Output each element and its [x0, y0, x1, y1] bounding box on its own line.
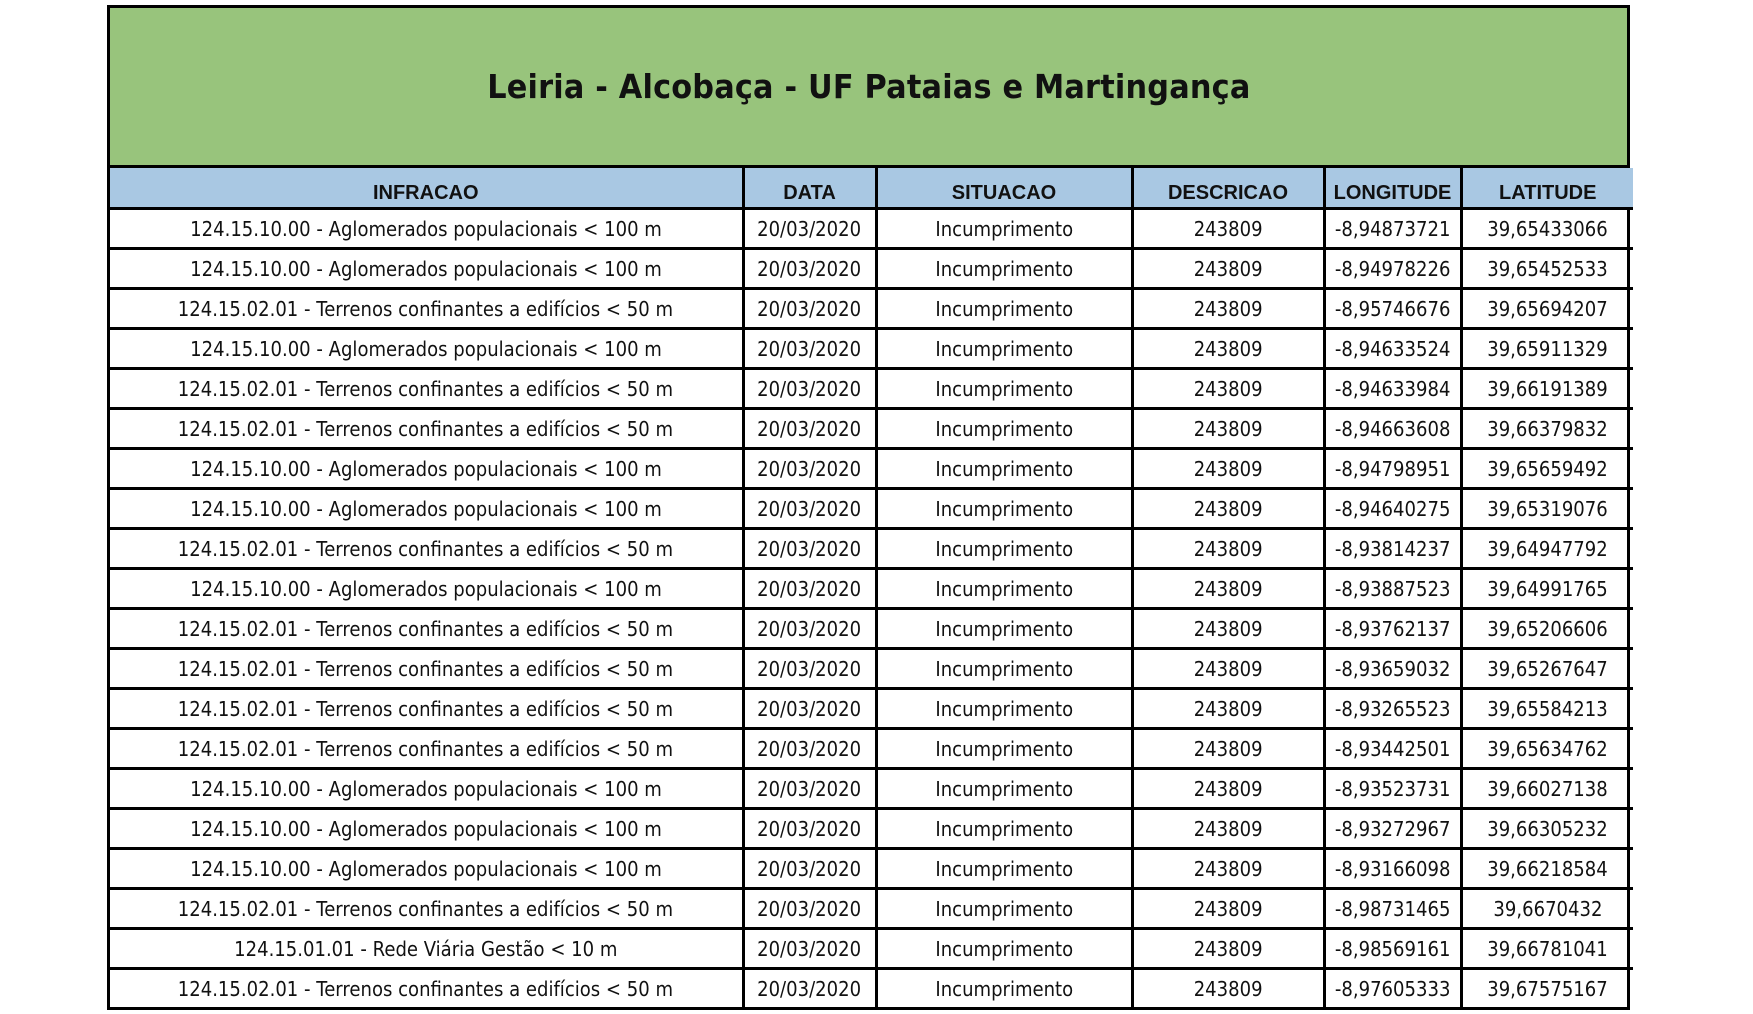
cell-infracao — [110, 329, 743, 369]
cell-longitude-text: -8,94873721 — [1334, 216, 1451, 241]
column-header-infracao: INFRACAO — [110, 168, 743, 209]
cell-descricao-text: 243809 — [1193, 216, 1263, 241]
cell-descricao-text: 243809 — [1193, 976, 1263, 1001]
cell-situacao-text: Incumprimento — [935, 496, 1073, 521]
column-header-latitude: LATITUDE — [1461, 168, 1633, 209]
table-row — [110, 409, 1633, 449]
cell-data — [743, 689, 876, 729]
cell-infracao-text: 124.15.02.01 - Terrenos confinantes a edifícios < 50 m — [178, 296, 674, 321]
cell-situacao-text: Incumprimento — [935, 576, 1073, 601]
cell-situacao-text: Incumprimento — [935, 256, 1073, 281]
cell-longitude-text: -8,94978226 — [1334, 256, 1451, 281]
cell-infracao — [110, 649, 743, 689]
cell-descricao-text: 243809 — [1193, 896, 1263, 921]
cell-latitude — [1461, 329, 1633, 369]
cell-situacao — [876, 609, 1132, 649]
spreadsheet — [107, 5, 1630, 1010]
cell-latitude — [1461, 609, 1633, 649]
cell-descricao-text: 243809 — [1193, 256, 1263, 281]
cell-data-text: 20/03/2020 — [757, 936, 862, 961]
cell-infracao — [110, 529, 743, 569]
cell-longitude-text: -8,93887523 — [1334, 576, 1451, 601]
cell-longitude — [1324, 569, 1461, 609]
cell-descricao — [1132, 809, 1324, 849]
cell-data — [743, 329, 876, 369]
cell-latitude — [1461, 529, 1633, 569]
cell-situacao-text: Incumprimento — [935, 216, 1073, 241]
cell-latitude — [1461, 489, 1633, 529]
column-header-longitude: LONGITUDE — [1324, 168, 1461, 209]
cell-data-text: 20/03/2020 — [757, 656, 862, 681]
table-row — [110, 369, 1633, 409]
cell-longitude-text: -8,98569161 — [1334, 936, 1451, 961]
cell-situacao — [876, 529, 1132, 569]
cell-situacao-text: Incumprimento — [935, 856, 1073, 881]
cell-situacao — [876, 809, 1132, 849]
table-row — [110, 609, 1633, 649]
cell-latitude — [1461, 369, 1633, 409]
cell-data-text: 20/03/2020 — [757, 336, 862, 361]
cell-data-text: 20/03/2020 — [757, 576, 862, 601]
cell-situacao — [876, 569, 1132, 609]
cell-infracao — [110, 409, 743, 449]
cell-data — [743, 209, 876, 249]
cell-descricao — [1132, 569, 1324, 609]
cell-latitude-text: 39,6670432 — [1493, 896, 1603, 921]
cell-latitude-text: 39,65452533 — [1487, 256, 1609, 281]
cell-latitude — [1461, 689, 1633, 729]
cell-infracao-text: 124.15.02.01 - Terrenos confinantes a edifícios < 50 m — [178, 376, 674, 401]
cell-longitude-text: -8,98731465 — [1334, 896, 1451, 921]
cell-infracao — [110, 729, 743, 769]
cell-descricao — [1132, 729, 1324, 769]
cell-longitude-text: -8,93659032 — [1334, 656, 1451, 681]
cell-longitude-text: -8,93523731 — [1334, 776, 1451, 801]
cell-descricao — [1132, 529, 1324, 569]
cell-latitude-text: 39,66379832 — [1487, 416, 1609, 441]
cell-situacao-text: Incumprimento — [935, 336, 1073, 361]
cell-data — [743, 529, 876, 569]
cell-latitude — [1461, 569, 1633, 609]
cell-latitude-text: 39,66781041 — [1487, 936, 1609, 961]
table-row — [110, 449, 1633, 489]
cell-data — [743, 449, 876, 489]
cell-data — [743, 649, 876, 689]
cell-data-text: 20/03/2020 — [757, 376, 862, 401]
cell-descricao-text: 243809 — [1193, 296, 1263, 321]
cell-infracao — [110, 449, 743, 489]
cell-data — [743, 409, 876, 449]
cell-longitude-text: -8,93762137 — [1334, 616, 1451, 641]
cell-latitude — [1461, 889, 1633, 929]
cell-data-text: 20/03/2020 — [757, 816, 862, 841]
cell-situacao-text: Incumprimento — [935, 896, 1073, 921]
cell-latitude-text: 39,65433066 — [1487, 216, 1609, 241]
cell-descricao-text: 243809 — [1193, 416, 1263, 441]
cell-data-text: 20/03/2020 — [757, 976, 862, 1001]
cell-descricao-text: 243809 — [1193, 336, 1263, 361]
cell-infracao — [110, 489, 743, 529]
cell-descricao — [1132, 249, 1324, 289]
cell-infracao-text: 124.15.10.00 - Aglomerados populacionais < 100 m — [189, 256, 662, 281]
cell-data — [743, 929, 876, 969]
table-row — [110, 489, 1633, 529]
cell-infracao-text: 124.15.02.01 - Terrenos confinantes a edifícios < 50 m — [178, 736, 674, 761]
cell-latitude-text: 39,64991765 — [1487, 576, 1609, 601]
cell-situacao-text: Incumprimento — [935, 536, 1073, 561]
cell-latitude — [1461, 209, 1633, 249]
cell-longitude — [1324, 809, 1461, 849]
cell-latitude-text: 39,66218584 — [1487, 856, 1609, 881]
cell-descricao-text: 243809 — [1193, 736, 1263, 761]
cell-descricao — [1132, 209, 1324, 249]
table-row — [110, 849, 1633, 889]
cell-situacao-text: Incumprimento — [935, 816, 1073, 841]
table-row — [110, 689, 1633, 729]
cell-latitude — [1461, 649, 1633, 689]
cell-latitude — [1461, 809, 1633, 849]
cell-infracao — [110, 209, 743, 249]
cell-infracao-text: 124.15.10.00 - Aglomerados populacionais < 100 m — [189, 456, 662, 481]
cell-latitude — [1461, 289, 1633, 329]
cell-latitude-text: 39,66305232 — [1487, 816, 1609, 841]
cell-situacao — [876, 889, 1132, 929]
cell-data — [743, 249, 876, 289]
table-row — [110, 809, 1633, 849]
cell-longitude — [1324, 449, 1461, 489]
cell-situacao-text: Incumprimento — [935, 376, 1073, 401]
cell-data — [743, 289, 876, 329]
column-header-data: DATA — [743, 168, 876, 209]
cell-infracao-text: 124.15.02.01 - Terrenos confinantes a edifícios < 50 m — [178, 896, 674, 921]
cell-descricao — [1132, 289, 1324, 329]
cell-longitude — [1324, 729, 1461, 769]
cell-longitude — [1324, 289, 1461, 329]
cell-situacao — [876, 849, 1132, 889]
cell-situacao — [876, 689, 1132, 729]
cell-infracao-text: 124.15.10.00 - Aglomerados populacionais < 100 m — [189, 576, 662, 601]
cell-infracao — [110, 969, 743, 1008]
table-row — [110, 329, 1633, 369]
cell-descricao-text: 243809 — [1193, 496, 1263, 521]
cell-descricao-text: 243809 — [1193, 576, 1263, 601]
cell-latitude — [1461, 449, 1633, 489]
cell-longitude — [1324, 769, 1461, 809]
table-row — [110, 249, 1633, 289]
table-row — [110, 889, 1633, 929]
cell-latitude-text: 39,65659492 — [1487, 456, 1609, 481]
cell-descricao — [1132, 689, 1324, 729]
cell-descricao — [1132, 409, 1324, 449]
cell-data-text: 20/03/2020 — [757, 256, 862, 281]
cell-descricao-text: 243809 — [1193, 776, 1263, 801]
cell-descricao — [1132, 969, 1324, 1008]
column-header-descricao: DESCRICAO — [1132, 168, 1324, 209]
cell-longitude — [1324, 969, 1461, 1008]
cell-data — [743, 489, 876, 529]
table-row — [110, 529, 1633, 569]
cell-infracao-text: 124.15.10.00 - Aglomerados populacionais < 100 m — [189, 856, 662, 881]
cell-data-text: 20/03/2020 — [757, 216, 862, 241]
cell-infracao — [110, 289, 743, 329]
cell-descricao-text: 243809 — [1193, 696, 1263, 721]
cell-situacao — [876, 929, 1132, 969]
cell-longitude — [1324, 249, 1461, 289]
cell-latitude-text: 39,65584213 — [1487, 696, 1609, 721]
cell-infracao — [110, 569, 743, 609]
cell-longitude-text: -8,93265523 — [1334, 696, 1451, 721]
cell-situacao — [876, 409, 1132, 449]
cell-infracao — [110, 369, 743, 409]
cell-situacao-text: Incumprimento — [935, 696, 1073, 721]
cell-descricao-text: 243809 — [1193, 536, 1263, 561]
cell-descricao — [1132, 449, 1324, 489]
cell-situacao-text: Incumprimento — [935, 656, 1073, 681]
cell-latitude-text: 39,65634762 — [1487, 736, 1609, 761]
cell-infracao — [110, 889, 743, 929]
cell-situacao — [876, 769, 1132, 809]
cell-descricao — [1132, 609, 1324, 649]
cell-situacao — [876, 369, 1132, 409]
cell-longitude — [1324, 929, 1461, 969]
cell-infracao — [110, 929, 743, 969]
cell-situacao — [876, 249, 1132, 289]
cell-longitude-text: -8,93442501 — [1334, 736, 1451, 761]
cell-descricao — [1132, 369, 1324, 409]
table-row — [110, 769, 1633, 809]
cell-latitude-text: 39,67575167 — [1487, 976, 1609, 1001]
cell-infracao-text: 124.15.02.01 - Terrenos confinantes a edifícios < 50 m — [178, 536, 674, 561]
cell-situacao — [876, 649, 1132, 689]
cell-infracao — [110, 249, 743, 289]
table-row — [110, 649, 1633, 689]
cell-descricao — [1132, 849, 1324, 889]
cell-infracao-text: 124.15.10.00 - Aglomerados populacionais < 100 m — [189, 336, 662, 361]
cell-longitude — [1324, 649, 1461, 689]
cell-situacao-text: Incumprimento — [935, 416, 1073, 441]
cell-latitude-text: 39,65206606 — [1487, 616, 1609, 641]
cell-latitude-text: 39,66027138 — [1487, 776, 1609, 801]
cell-longitude — [1324, 369, 1461, 409]
table-row — [110, 729, 1633, 769]
cell-descricao — [1132, 489, 1324, 529]
cell-descricao-text: 243809 — [1193, 856, 1263, 881]
cell-data — [743, 369, 876, 409]
cell-longitude — [1324, 609, 1461, 649]
cell-situacao — [876, 449, 1132, 489]
cell-data — [743, 609, 876, 649]
cell-latitude-text: 39,65911329 — [1487, 336, 1609, 361]
cell-situacao-text: Incumprimento — [935, 776, 1073, 801]
cell-descricao-text: 243809 — [1193, 376, 1263, 401]
cell-infracao-text: 124.15.10.00 - Aglomerados populacionais < 100 m — [189, 496, 662, 521]
cell-longitude — [1324, 849, 1461, 889]
cell-latitude-text: 39,64947792 — [1487, 536, 1609, 561]
cell-longitude — [1324, 329, 1461, 369]
cell-descricao-text: 243809 — [1193, 616, 1263, 641]
cell-descricao-text: 243809 — [1193, 456, 1263, 481]
cell-latitude-text: 39,65267647 — [1487, 656, 1609, 681]
column-header-situacao: SITUACAO — [876, 168, 1132, 209]
cell-longitude-text: -8,95746676 — [1334, 296, 1451, 321]
cell-infracao-text: 124.15.02.01 - Terrenos confinantes a edifícios < 50 m — [178, 696, 674, 721]
cell-data-text: 20/03/2020 — [757, 896, 862, 921]
cell-latitude — [1461, 729, 1633, 769]
cell-situacao-text: Incumprimento — [935, 616, 1073, 641]
cell-longitude-text: -8,94633524 — [1334, 336, 1451, 361]
cell-descricao — [1132, 329, 1324, 369]
cell-data — [743, 849, 876, 889]
cell-infracao — [110, 809, 743, 849]
table-row — [110, 569, 1633, 609]
cell-infracao-text: 124.15.02.01 - Terrenos confinantes a edifícios < 50 m — [178, 616, 674, 641]
cell-longitude-text: -8,93272967 — [1334, 816, 1451, 841]
cell-situacao — [876, 329, 1132, 369]
cell-infracao-text: 124.15.02.01 - Terrenos confinantes a edifícios < 50 m — [178, 976, 674, 1001]
cell-infracao — [110, 609, 743, 649]
cell-situacao-text: Incumprimento — [935, 936, 1073, 961]
infractions-table — [110, 168, 1633, 1007]
cell-data — [743, 569, 876, 609]
cell-latitude — [1461, 929, 1633, 969]
cell-latitude-text: 39,65694207 — [1487, 296, 1609, 321]
cell-latitude — [1461, 769, 1633, 809]
cell-data — [743, 809, 876, 849]
cell-data-text: 20/03/2020 — [757, 456, 862, 481]
cell-latitude-text: 39,65319076 — [1487, 496, 1609, 521]
cell-latitude-text: 39,66191389 — [1487, 376, 1609, 401]
cell-situacao — [876, 969, 1132, 1008]
cell-situacao — [876, 289, 1132, 329]
cell-latitude — [1461, 849, 1633, 889]
cell-data — [743, 769, 876, 809]
table-row — [110, 969, 1633, 1008]
cell-infracao-text: 124.15.10.00 - Aglomerados populacionais < 100 m — [189, 816, 662, 841]
title-bar — [110, 8, 1627, 168]
cell-situacao — [876, 729, 1132, 769]
cell-situacao-text: Incumprimento — [935, 296, 1073, 321]
cell-infracao-text: 124.15.10.00 - Aglomerados populacionais < 100 m — [189, 216, 662, 241]
cell-data-text: 20/03/2020 — [757, 416, 862, 441]
cell-latitude — [1461, 249, 1633, 289]
cell-data-text: 20/03/2020 — [757, 496, 862, 521]
cell-longitude — [1324, 489, 1461, 529]
cell-longitude-text: -8,94798951 — [1334, 456, 1451, 481]
header-row — [110, 168, 1633, 209]
cell-data-text: 20/03/2020 — [757, 536, 862, 561]
cell-longitude-text: -8,93814237 — [1334, 536, 1451, 561]
page-title: Leiria - Alcobaça - UF Pataias e Martingança — [486, 67, 1251, 106]
cell-situacao-text: Incumprimento — [935, 456, 1073, 481]
cell-longitude-text: -8,94663608 — [1334, 416, 1451, 441]
cell-situacao — [876, 489, 1132, 529]
table-body — [110, 209, 1633, 1008]
cell-data-text: 20/03/2020 — [757, 776, 862, 801]
cell-descricao-text: 243809 — [1193, 816, 1263, 841]
cell-latitude — [1461, 969, 1633, 1008]
cell-data-text: 20/03/2020 — [757, 296, 862, 321]
cell-data-text: 20/03/2020 — [757, 696, 862, 721]
cell-situacao-text: Incumprimento — [935, 736, 1073, 761]
cell-longitude-text: -8,94640275 — [1334, 496, 1451, 521]
cell-longitude — [1324, 889, 1461, 929]
cell-data — [743, 889, 876, 929]
cell-infracao — [110, 849, 743, 889]
cell-latitude — [1461, 409, 1633, 449]
cell-situacao — [876, 209, 1132, 249]
cell-descricao — [1132, 769, 1324, 809]
cell-infracao — [110, 689, 743, 729]
cell-descricao-text: 243809 — [1193, 936, 1263, 961]
cell-infracao-text: 124.15.01.01 - Rede Viária Gestão < 10 m — [234, 936, 618, 961]
cell-situacao-text: Incumprimento — [935, 976, 1073, 1001]
cell-descricao — [1132, 889, 1324, 929]
table-row — [110, 209, 1633, 249]
table-row — [110, 929, 1633, 969]
cell-data-text: 20/03/2020 — [757, 616, 862, 641]
cell-longitude — [1324, 529, 1461, 569]
cell-longitude — [1324, 689, 1461, 729]
cell-data — [743, 729, 876, 769]
cell-infracao-text: 124.15.02.01 - Terrenos confinantes a edifícios < 50 m — [178, 416, 674, 441]
cell-data-text: 20/03/2020 — [757, 856, 862, 881]
cell-longitude-text: -8,94633984 — [1334, 376, 1451, 401]
cell-descricao-text: 243809 — [1193, 656, 1263, 681]
table-row — [110, 289, 1633, 329]
cell-data — [743, 969, 876, 1008]
cell-infracao-text: 124.15.02.01 - Terrenos confinantes a edifícios < 50 m — [178, 656, 674, 681]
cell-longitude — [1324, 409, 1461, 449]
cell-longitude-text: -8,93166098 — [1334, 856, 1451, 881]
cell-longitude-text: -8,97605333 — [1334, 976, 1451, 1001]
cell-longitude — [1324, 209, 1461, 249]
cell-infracao — [110, 769, 743, 809]
cell-descricao — [1132, 649, 1324, 689]
cell-infracao-text: 124.15.10.00 - Aglomerados populacionais < 100 m — [189, 776, 662, 801]
cell-descricao — [1132, 929, 1324, 969]
cell-data-text: 20/03/2020 — [757, 736, 862, 761]
